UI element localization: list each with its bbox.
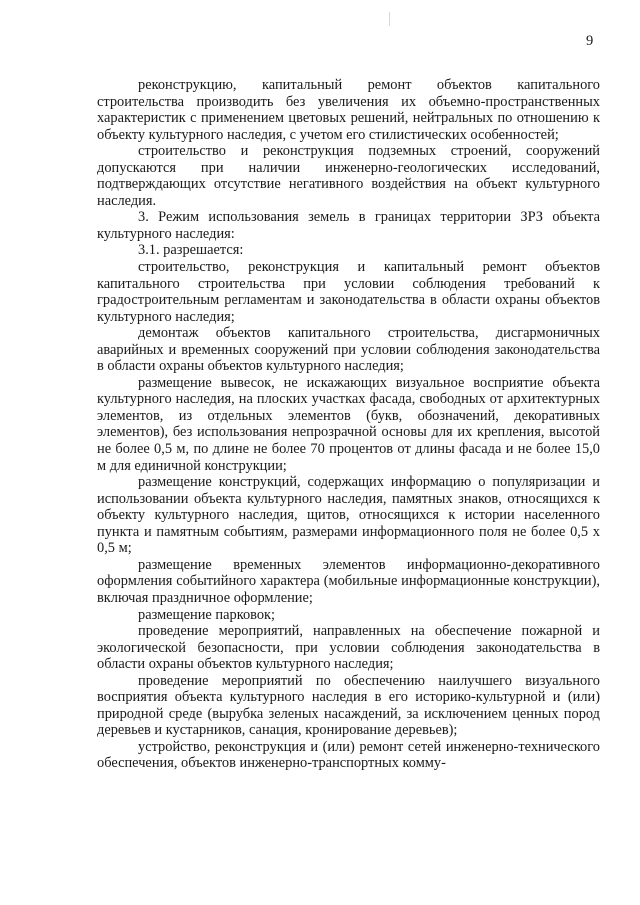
list-item-demolition: демонтаж объектов капитального строительства, дисгармоничных аварийных и временных сооружений при условии соблюдения законодательства в области охраны объектов культурного наследия; — [97, 325, 600, 375]
subsection-heading-permitted: 3.1. разрешается: — [138, 242, 244, 259]
list-item-information-structures: размещение конструкций, содержащих информацию о популяризации и использовании объекта культурного наследия, памятных знаков, относящихся к объекту культурного наследия, щитов, относящихся к истории населенного пункта и памятным событиям, размерами информационного поля не более 0,5 х 0,5 м; — [97, 474, 600, 557]
page-number: 9 — [586, 33, 594, 49]
list-item-fire-safety: проведение мероприятий, направленных на обеспечение пожарной и экологической безопасности, при условии соблюдения законодательства в области охраны объектов культурного наследия; — [97, 623, 600, 673]
list-item-parking: размещение парковок; — [138, 606, 276, 623]
paragraph-underground-construction: строительство и реконструкция подземных строений, сооружений допускаются при наличии инженерно-геологических исследований, подтверждающих отсутствие негативного воздействия на объект культурного наследия. — [97, 143, 600, 209]
scan-mark — [389, 12, 390, 26]
section-heading-land-use-regime: 3. Режим использования земель в границах территории ЗРЗ объекта культурного наследия: — [97, 209, 600, 242]
list-item-visual-perception: проведение мероприятий по обеспечению наилучшего визуального восприятия объекта культурного наследия в его историко-культурной и (или) природной среде (вырубка зеленых насаждений, за исключением ценных пород деревьев и кустарников, санация, кронирование деревьев); — [97, 672, 600, 739]
list-item-utility-networks: устройство, реконструкция и (или) ремонт сетей инженерно-технического обеспечения, объектов инженерно-транспортных комму- — [97, 738, 600, 772]
list-item-signage: размещение вывесок, не искажающих визуальное восприятие объекта культурного наследия, на плоских участках фасада, свободных от архитектурных элементов, из отдельных элементов (букв, обозначений, декоративных элементов), без использования непрозрачной основы для их крепления, высотой не более 0,5 м, по длине не более 70 процентов от длины фасада и не более 15,0 м для единичной конструкции; — [97, 374, 600, 474]
document-body — [97, 77, 600, 772]
paragraph-reconstruction-rules: реконструкцию, капитальный ремонт объектов капитального строительства производить без увеличения их объемно-пространственных характеристик с применением цветовых решений, нейтральных по отношению к объекту культурного наследия, с учетом его стилистических особенностей; — [97, 77, 600, 143]
list-item-construction: строительство, реконструкция и капитальный ремонт объектов капитального строительства при условии соблюдения требований к градостроительным регламентам и законодательства в области охраны объектов культурного наследия; — [97, 259, 600, 325]
list-item-temporary-decoration: размещение временных элементов информационно-декоративного оформления событийного характера (мобильные информационные конструкции), включая праздничное оформление; — [97, 556, 600, 606]
